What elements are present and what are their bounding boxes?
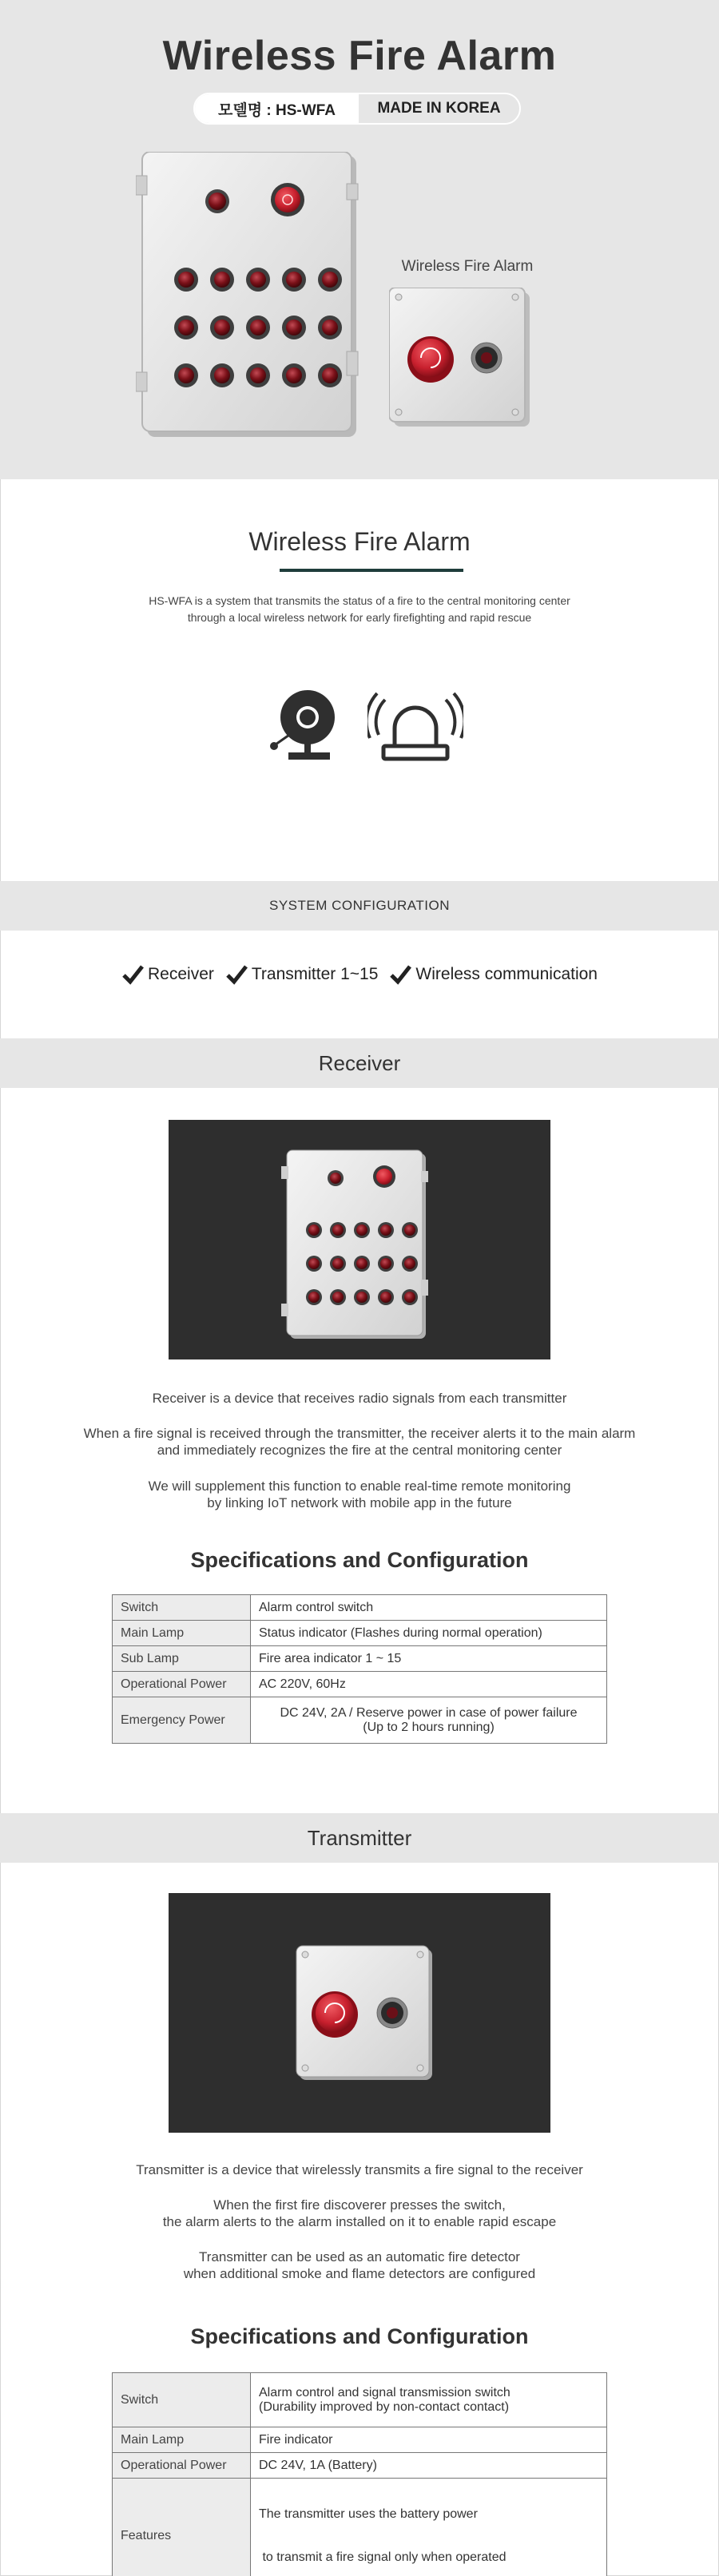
spec-key: Features	[113, 2479, 251, 2576]
spec-key: Operational Power	[113, 1672, 251, 1697]
system-item-label: Wireless communication	[415, 965, 598, 983]
transmitter-heading: Transmitter	[0, 1813, 719, 1863]
table-row	[113, 1672, 607, 1697]
check-icon	[389, 963, 411, 986]
receiver-device-image	[169, 1120, 550, 1359]
receiver-description-line: When a fire signal is received through the transmitter, the receiver alerts it to the main alarm	[83, 1426, 636, 1441]
table-row	[113, 2427, 607, 2453]
table-row	[113, 1697, 607, 1744]
spec-value: Status indicator (Flashes during normal operation)	[251, 1621, 607, 1646]
check-icon	[225, 963, 248, 986]
transmitter-photo	[169, 1893, 550, 2133]
spec-key: Emergency Power	[113, 1697, 251, 1744]
transmitter-description-line: the alarm alerts to the alarm installed on it to enable rapid escape	[162, 2214, 557, 2229]
intro-description	[80, 593, 639, 626]
transmitter-description	[40, 2197, 679, 2230]
spec-value	[251, 1697, 607, 1744]
receiver-heading: Receiver	[0, 1038, 719, 1088]
spec-key: Switch	[113, 2373, 251, 2427]
system-items	[0, 963, 719, 986]
transmitter-description-line: When the first fire discoverer presses the switch,	[213, 2197, 506, 2213]
intro-description-line: through a local wireless network for early firefighting and rapid rescue	[187, 611, 532, 624]
spec-value: Alarm control switch	[251, 1595, 607, 1621]
system-item	[225, 963, 379, 986]
spec-value: DC 24V, 1A (Battery)	[251, 2453, 607, 2479]
transmitter-description: Transmitter is a device that wirelessly transmits a fire signal to the receiver	[136, 2162, 583, 2177]
spec-key: Main Lamp	[113, 2427, 251, 2453]
hero-title: Wireless Fire Alarm	[162, 33, 557, 79]
spec-key: Main Lamp	[113, 1621, 251, 1646]
spec-value-line: Alarm control and signal transmission switch	[259, 2385, 510, 2399]
transmitter-device-image	[169, 1893, 550, 2133]
spec-value-line: The transmitter uses the battery power	[259, 2507, 478, 2521]
spec-key: Switch	[113, 1595, 251, 1621]
receiver-description	[40, 1478, 679, 1511]
alarm-bell-icon	[266, 687, 343, 764]
receiver-description: Receiver is a device that receives radio signals from each transmitter	[152, 1391, 567, 1406]
transmitter-spec-title: Specifications and Configuration	[190, 2324, 529, 2348]
spec-value	[251, 2479, 607, 2576]
spec-value-line: (Up to 2 hours running)	[363, 1720, 495, 1734]
spec-key: Operational Power	[113, 2453, 251, 2479]
transmitter-description	[40, 2249, 679, 2282]
model-badge	[193, 93, 521, 125]
spec-value	[251, 2373, 607, 2427]
table-row	[113, 2479, 607, 2576]
receiver-spec-table	[112, 1594, 607, 1744]
hero-banner	[0, 0, 719, 479]
transmitter-product-image	[389, 288, 533, 427]
intro-description-line: HS-WFA is a system that transmits the status of a fire to the central monitoring center	[149, 594, 570, 607]
intro-title: Wireless Fire Alarm	[248, 527, 471, 556]
transmitter-description-line: Transmitter can be used as an automatic fire detector	[199, 2249, 520, 2264]
table-row	[113, 1646, 607, 1672]
model-number: 모델명 : HS-WFA	[195, 94, 359, 123]
receiver-photo	[169, 1120, 550, 1359]
table-row	[113, 1595, 607, 1621]
spec-value-line: DC 24V, 2A / Reserve power in case of power failure	[280, 1705, 578, 1720]
made-in-label: MADE IN KOREA	[377, 100, 501, 117]
receiver-description	[40, 1425, 679, 1459]
system-configuration-heading: SYSTEM CONFIGURATION	[0, 881, 719, 931]
system-item	[121, 963, 214, 986]
spec-value: AC 220V, 60Hz	[251, 1672, 607, 1697]
transmitter-description-line: when additional smoke and flame detectors are configured	[183, 2266, 536, 2281]
table-row	[113, 2453, 607, 2479]
receiver-description-line: We will supplement this function to enable real-time remote monitoring	[148, 1479, 571, 1494]
spec-value-line: to transmit a fire signal only when operated	[259, 2550, 506, 2564]
receiver-description-line: and immediately recognizes the fire at the central monitoring center	[157, 1443, 562, 1458]
spec-value-line: (Durability improved by non-contact contact)	[259, 2399, 510, 2414]
title-underline	[280, 569, 463, 572]
siren-light-icon	[367, 689, 463, 762]
table-row	[113, 1621, 607, 1646]
transmitter-caption: Wireless Fire Alarm	[401, 258, 534, 275]
system-item-label: Transmitter 1~15	[251, 965, 379, 983]
receiver-product-image	[136, 152, 367, 439]
spec-value: Fire indicator	[251, 2427, 607, 2453]
spec-key: Sub Lamp	[113, 1646, 251, 1672]
spec-value: Fire area indicator 1 ~ 15	[251, 1646, 607, 1672]
check-icon	[121, 963, 144, 986]
receiver-description-line: by linking IoT network with mobile app in the future	[207, 1495, 512, 1510]
system-item	[389, 963, 598, 986]
receiver-spec-title: Specifications and Configuration	[190, 1548, 529, 1572]
table-row	[113, 2373, 607, 2427]
system-item-label: Receiver	[148, 965, 214, 983]
transmitter-spec-table	[112, 2372, 607, 2576]
